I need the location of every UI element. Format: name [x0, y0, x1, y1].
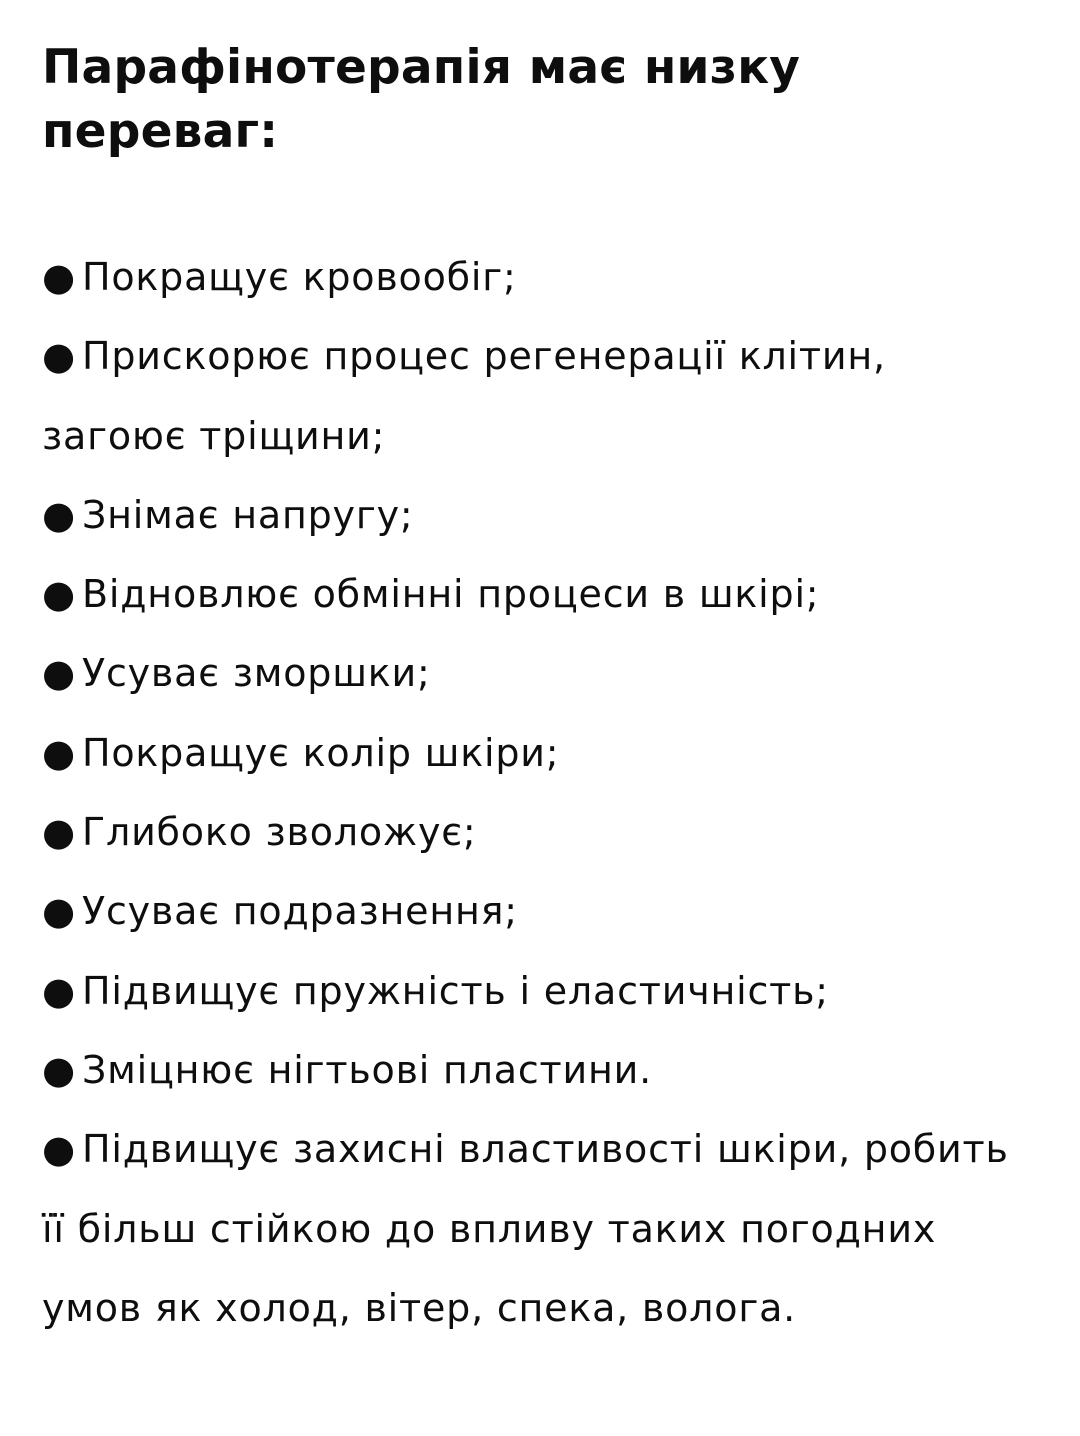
list-item [42, 952, 1042, 1031]
page-title: Парафінотерапія має низку переваг: [42, 40, 801, 159]
list-item [42, 555, 1042, 634]
bullet-icon: ● [42, 1047, 76, 1092]
list-item [42, 317, 1042, 476]
list-item-text: Глибоко зволожує; [82, 810, 477, 855]
bullet-icon: ● [42, 492, 76, 537]
bullet-icon: ● [42, 334, 76, 379]
article-content [42, 36, 1042, 1330]
list-item-text: Підвищує захисні властивості шкіри, робить її більш стійкою до впливу таких погодних умов як холод, вітер, спека, волога. [42, 1127, 1009, 1330]
benefits-list [42, 238, 1042, 1348]
list-item-text: Покращує кровообіг; [82, 255, 517, 299]
list-item [42, 238, 1042, 317]
list-item-text: Усуває зморшки; [82, 651, 431, 696]
bullet-icon: ● [42, 889, 76, 934]
list-item-text: Усуває подразнення; [82, 889, 518, 934]
bullet-icon: ● [42, 810, 76, 855]
bullet-icon: ● [42, 651, 76, 696]
list-item [42, 793, 1042, 872]
list-item [42, 476, 1042, 555]
list-item-text: Знімає напругу; [82, 492, 414, 537]
bullet-icon: ● [42, 730, 76, 775]
list-item [42, 872, 1042, 951]
list-item-text: Покращує колір шкіри; [82, 730, 560, 775]
list-item [42, 714, 1042, 793]
list-item-text: Підвищує пружність і еластичність; [82, 968, 829, 1013]
list-item [42, 634, 1042, 713]
bullet-icon: ● [42, 968, 76, 1013]
bullet-icon: ● [42, 255, 76, 299]
bullet-icon: ● [42, 1127, 76, 1172]
list-item-text: Відновлює обмінні процеси в шкірі; [82, 572, 820, 617]
list-item-text: Зміцнює нігтьові пластини. [82, 1047, 652, 1092]
list-item [42, 1031, 1042, 1110]
bullet-icon: ● [42, 572, 76, 617]
list-item-text: Прискорює процес регенерації клітин, загоює тріщини; [42, 334, 886, 458]
list-item [42, 1110, 1042, 1348]
